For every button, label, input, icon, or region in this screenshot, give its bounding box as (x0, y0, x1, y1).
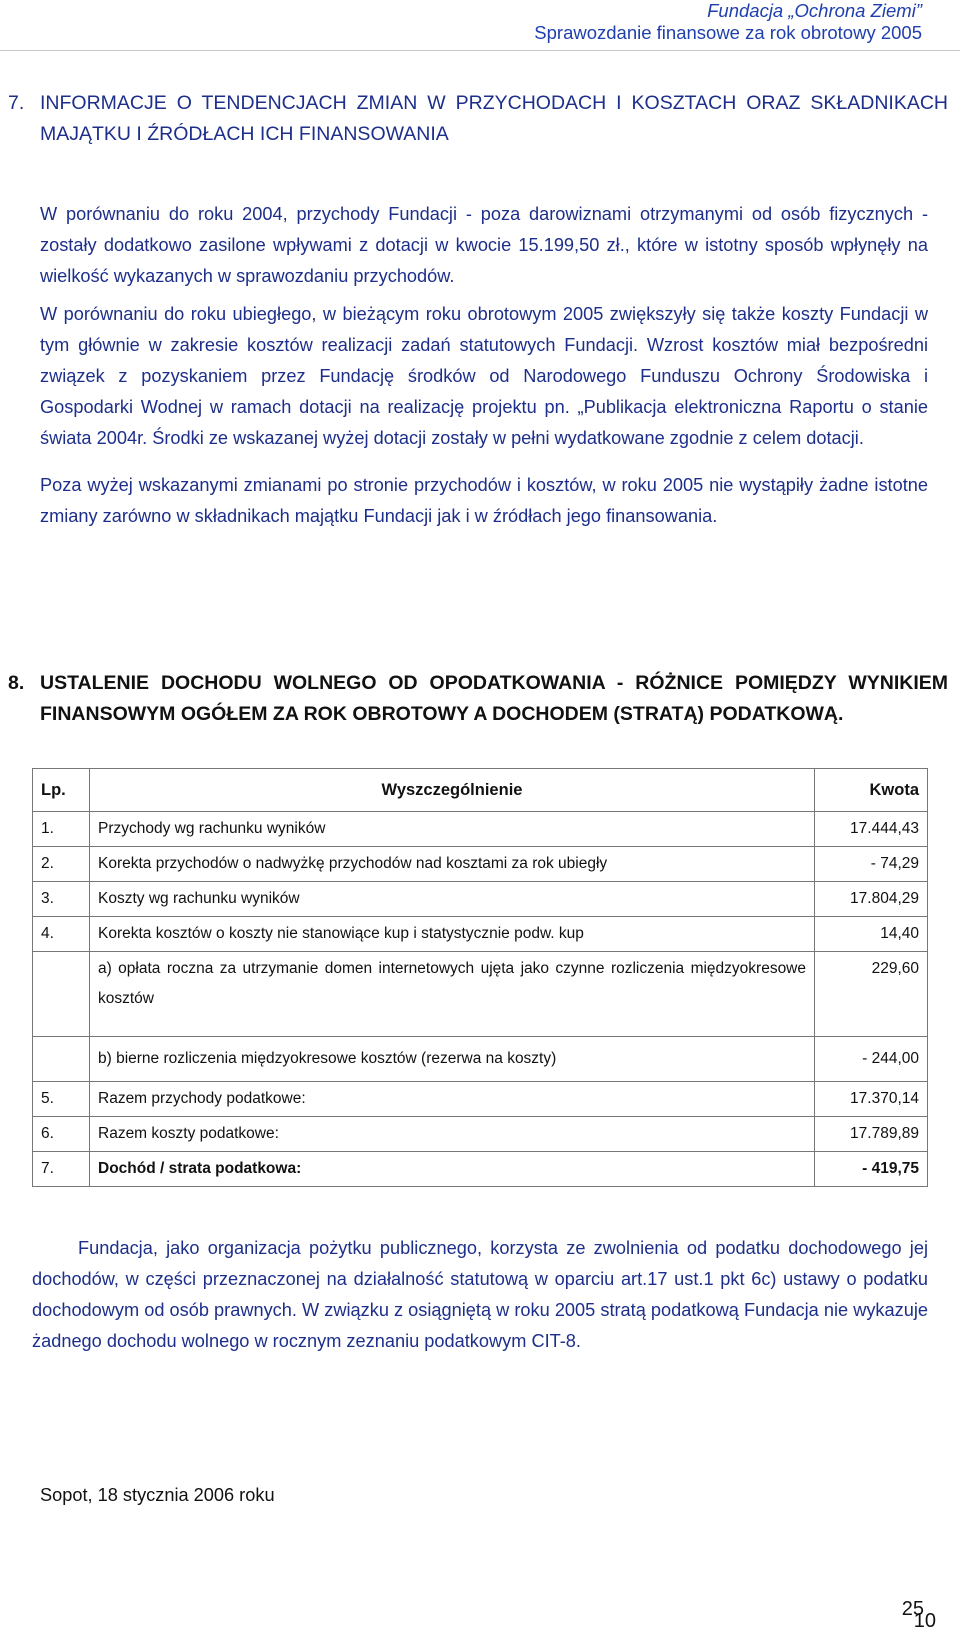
place-and-date: Sopot, 18 stycznia 2006 roku (40, 1485, 275, 1505)
section-7-paragraph-3: Poza wyżej wskazanymi zmianami po stronie przychodów i kosztów, w roku 2005 nie wystąpiły żadne istotne zmiany zarówno w składnikach majątku Fundacji jak i w źródłach jego finansowania. (40, 475, 928, 526)
table-row (33, 952, 928, 1037)
row-lp: 3. (33, 882, 90, 917)
row-amount: 17.804,29 (815, 882, 928, 917)
header-foundation-name: Fundacja „Ochrona Ziemi” (707, 0, 922, 21)
row-description: Koszty wg rachunku wyników (90, 882, 815, 917)
row-description: Korekta przychodów o nadwyżkę przychodów nad kosztami za rok ubiegły (90, 847, 815, 882)
row-amount: - 244,00 (815, 1037, 928, 1082)
table-row (33, 882, 928, 917)
row-amount: 14,40 (815, 917, 928, 952)
row-amount: 17.444,43 (815, 812, 928, 847)
row-lp: 4. (33, 917, 90, 952)
row-amount: 229,60 (815, 952, 928, 1037)
row-lp: 5. (33, 1082, 90, 1117)
row-amount: - 419,75 (815, 1152, 928, 1187)
table-header-row (33, 769, 928, 812)
row-description: b) bierne rozliczenia międzyokresowe kosztów (rezerwa na koszty) (90, 1037, 815, 1082)
closing-paragraph: Fundacja, jako organizacja pożytku publicznego, korzysta ze zwolnienia od podatku dochodowego jej dochodów, w części przeznaczonej na działalność statutową w oparciu art.17 ust.1 pkt 6c) ustawy o podatku dochodowym od osób prawnych. W związku z osiągniętą w roku 2005 stratą podatkową Fundacja nie wykazuje żadnego dochodu wolnego w rocznym zeznaniu podatkowym CIT-8. (32, 1238, 928, 1351)
row-description: Razem koszty podatkowe: (90, 1117, 815, 1152)
row-amount: 17.789,89 (815, 1117, 928, 1152)
column-header-description: Wyszczególnienie (90, 769, 815, 812)
row-description: Dochód / strata podatkowa: (90, 1152, 815, 1187)
section-7-number: 7. (8, 92, 25, 114)
row-lp: 2. (33, 847, 90, 882)
section-8-heading (8, 668, 948, 730)
section-8-title: USTALENIE DOCHODU WOLNEGO OD OPODATKOWANIA - RÓŻNICE POMIĘDZY WYNIKIEM FINANSOWYM OGÓŁEM ZA ROK OBROTOWY A DOCHODEM (STRATĄ) PODATKOWĄ. (40, 672, 948, 725)
table-row (33, 917, 928, 952)
header-report-title: Sprawozdanie finansowe za rok obrotowy 2005 (534, 22, 922, 43)
section-8-number: 8. (8, 672, 25, 694)
table-row (33, 847, 928, 882)
page-number-overlay: 10 (913, 1610, 936, 1632)
tax-income-table (32, 768, 928, 1187)
section-7-paragraph-2: W porównaniu do roku ubiegłego, w bieżącym roku obrotowym 2005 zwiększyły się także koszty Fundacji w tym głównie w zakresie kosztów realizacji zadań statutowych Fundacji. Wzrost kosztów miał bezpośredni związek z pozyskaniem przez Fundację środków od Narodowego Funduszu Ochrony Środowiska i Gospodarki Wodnej w ramach dotacji na realizację projektu pn. „Publikacja elektroniczna Raportu o stanie świata 2004r. Środki ze wskazanej wyżej dotacji zostały w pełni wydatkowane zgodnie z celem dotacji. (40, 304, 928, 448)
table-row (33, 1082, 928, 1117)
row-description: a) opłata roczna za utrzymanie domen internetowych ujęta jako czynne rozliczenia międzyokresowe kosztów (90, 952, 815, 1037)
table-row (33, 1117, 928, 1152)
table-row (33, 1037, 928, 1082)
column-header-lp: Lp. (33, 769, 90, 812)
row-description: Przychody wg rachunku wyników (90, 812, 815, 847)
column-header-amount: Kwota (815, 769, 928, 812)
section-7-paragraph-1: W porównaniu do roku 2004, przychody Fundacji - poza darowiznami otrzymanymi od osób fizycznych - zostały dodatkowo zasilone wpływami z dotacji w kwocie 15.199,50 zł., które w istotny sposób wpłynęły na wielkość wykazanych w sprawozdaniu przychodów. (40, 204, 928, 286)
page-number-primary: 25 (901, 1598, 924, 1620)
row-description: Razem przychody podatkowe: (90, 1082, 815, 1117)
row-lp: 7. (33, 1152, 90, 1187)
header-divider (0, 50, 960, 51)
row-amount: - 74,29 (815, 847, 928, 882)
row-lp (33, 1037, 90, 1082)
page-number (901, 1598, 936, 1632)
row-amount: 17.370,14 (815, 1082, 928, 1117)
table-row-total (33, 1152, 928, 1187)
section-7-title: INFORMACJE O TENDENCJACH ZMIAN W PRZYCHODACH I KOSZTACH ORAZ SKŁADNIKACH MAJĄTKU I ŹRÓDŁACH ICH FINANSOWANIA (40, 92, 948, 145)
table-row (33, 812, 928, 847)
row-lp: 1. (33, 812, 90, 847)
row-description: Korekta kosztów o koszty nie stanowiące kup i statystycznie podw. kup (90, 917, 815, 952)
section-7-heading (8, 88, 948, 150)
row-lp: 6. (33, 1117, 90, 1152)
row-lp (33, 952, 90, 1037)
document-header (534, 0, 922, 44)
